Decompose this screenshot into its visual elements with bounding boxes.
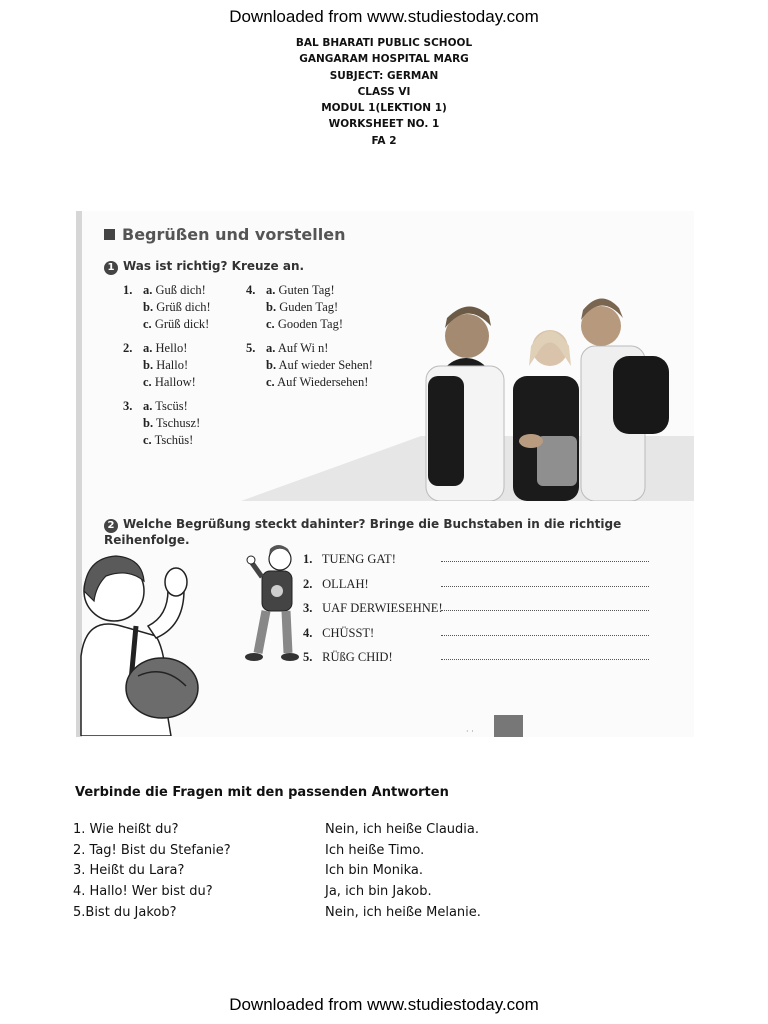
scrambled-word: RÜßG CHID!	[322, 650, 393, 664]
answer-line[interactable]	[441, 610, 649, 611]
option-text: Auf Wiedersehen!	[277, 375, 369, 389]
header-line: MODUL 1(LEKTION 1)	[321, 102, 447, 115]
item-number: 4.	[246, 283, 256, 297]
option-letter[interactable]: c.	[143, 375, 152, 389]
exercise1-item-2	[123, 340, 196, 391]
option-letter[interactable]: b.	[143, 300, 154, 314]
header-line: CLASS VI	[357, 85, 411, 98]
answer-item[interactable]: Ich heiße Timo.	[325, 842, 425, 858]
handshake	[519, 434, 543, 448]
exercise1-item-3	[123, 398, 200, 449]
textbook-scan	[76, 211, 694, 737]
header-line: FA 2	[371, 134, 397, 147]
square-bullet-icon	[104, 229, 115, 240]
option-letter[interactable]: c.	[143, 433, 152, 447]
item-number: 3.	[123, 399, 133, 413]
option-letter[interactable]: b.	[266, 300, 277, 314]
watermark-bottom: Downloaded from www.studiestoday.com	[229, 995, 539, 1014]
kid-arm	[252, 563, 262, 577]
option-letter[interactable]: c.	[266, 317, 275, 331]
option-letter[interactable]: b.	[266, 358, 277, 372]
answer-item[interactable]: Ich bin Monika.	[325, 863, 424, 879]
kid-sweater-logo	[271, 585, 283, 597]
scrambled-word: CHÜSST!	[322, 625, 375, 640]
answers-column	[325, 820, 481, 924]
page-number-box	[494, 715, 523, 737]
page-marks: · ·	[466, 727, 474, 736]
option-text: Tschüs!	[154, 433, 194, 447]
option-text: Auf Wi n!	[277, 341, 329, 355]
answer-item[interactable]: Nein, ich heiße Melanie.	[325, 904, 481, 920]
option-letter[interactable]: c.	[143, 317, 152, 331]
kid-shoe	[281, 653, 299, 661]
section-title	[104, 225, 345, 244]
option-letter[interactable]: a.	[266, 283, 276, 297]
option-text: Tscüs!	[155, 399, 188, 413]
header-line: SUBJECT: GERMAN	[329, 69, 439, 82]
exercise1-item-1	[123, 282, 211, 333]
option-text: Auf wieder Sehen!	[278, 358, 373, 372]
option-letter[interactable]: a.	[143, 283, 153, 297]
girl-jacket	[537, 436, 577, 486]
option-text: Guß dich!	[155, 283, 206, 297]
question-item[interactable]: 4. Hallo! Wer bist du?	[73, 884, 213, 900]
option-text: Guden Tag!	[279, 300, 339, 314]
option-text: Hallow!	[154, 375, 196, 389]
option-text: Tschusz!	[155, 416, 201, 430]
item-number: 2.	[123, 341, 133, 355]
answer-line[interactable]	[441, 635, 649, 636]
scrambled-word: TUENG GAT!	[321, 552, 396, 566]
item-number: 2.	[303, 576, 313, 591]
option-text: Hallo!	[156, 358, 189, 372]
section-title-text: Begrüßen und vorstellen	[122, 225, 346, 244]
item-number: 1.	[303, 552, 313, 566]
option-letter[interactable]: c.	[266, 375, 275, 389]
boy-bag	[126, 658, 198, 718]
backpack-right	[613, 356, 669, 434]
option-text: Grüß dick!	[154, 317, 210, 331]
task1-instruction	[104, 259, 304, 275]
matching-title: Verbinde die Fragen mit den passenden Antworten	[75, 785, 449, 800]
task1-text: Was ist richtig? Kreuze an.	[123, 259, 305, 273]
kid-hand	[247, 556, 255, 564]
kid-shoe	[245, 653, 263, 661]
item-number: 3.	[303, 601, 313, 615]
scrambled-word: OLLAH!	[322, 576, 369, 591]
item-number: 1.	[123, 283, 133, 297]
item-number: 4.	[303, 625, 313, 640]
list-item	[303, 596, 653, 621]
question-item[interactable]: 1. Wie heißt du?	[73, 822, 179, 837]
item-number: 5.	[246, 341, 256, 355]
option-letter[interactable]: a.	[143, 399, 153, 413]
option-letter[interactable]: a.	[143, 341, 153, 355]
answer-line[interactable]	[441, 561, 649, 562]
cartoon-boy-illustration	[76, 546, 201, 736]
header-line: GANGARAM HOSPITAL MARG	[299, 53, 469, 66]
questions-column	[73, 820, 231, 924]
option-letter[interactable]: a.	[266, 341, 276, 355]
question-item[interactable]: 5.Bist du Jakob?	[73, 904, 177, 920]
answer-item[interactable]: Ja, ich bin Jakob.	[325, 884, 432, 900]
boy-left-backpack	[428, 376, 464, 486]
header-line: BAL BHARATI PUBLIC SCHOOL	[295, 37, 473, 49]
boy-raised-arm	[148, 590, 184, 638]
scrambled-word: UAF DERWIESEHNE!	[322, 601, 443, 615]
greeting-photo	[241, 286, 694, 501]
answer-line[interactable]	[441, 659, 649, 660]
item-number: 5.	[303, 650, 313, 664]
watermark-top: Downloaded from www.studiestoday.com	[229, 7, 539, 26]
number-badge-icon: 2	[104, 519, 118, 533]
option-text: Gooden Tag!	[277, 317, 344, 331]
list-item	[303, 621, 653, 646]
option-text: Grüß dich!	[156, 300, 211, 314]
answer-item[interactable]: Nein, ich heiße Claudia.	[325, 822, 479, 837]
list-item	[303, 645, 653, 670]
boy-hand	[165, 568, 187, 596]
question-item[interactable]: 2. Tag! Bist du Stefanie?	[73, 842, 231, 858]
option-letter[interactable]: b.	[143, 416, 154, 430]
cartoon-kid-illustration	[244, 543, 300, 669]
option-text: Hello!	[155, 341, 188, 355]
task2-instruction	[104, 517, 694, 547]
option-text: Guten Tag!	[278, 283, 335, 297]
task2-text: Welche Begrüßung steckt dahinter? Bringe die Buchstaben in die richtige Reihenfolge.	[104, 517, 622, 547]
list-item	[303, 547, 653, 572]
option-letter[interactable]: b.	[143, 358, 154, 372]
exercise2-list	[303, 547, 653, 670]
header-line: WORKSHEET NO. 1	[328, 118, 440, 131]
question-item[interactable]: 3. Heißt du Lara?	[73, 863, 185, 879]
school-header	[0, 35, 768, 149]
kid-legs	[258, 611, 288, 653]
list-item	[303, 572, 653, 597]
number-badge-icon: 1	[104, 261, 118, 275]
answer-line[interactable]	[441, 586, 649, 587]
